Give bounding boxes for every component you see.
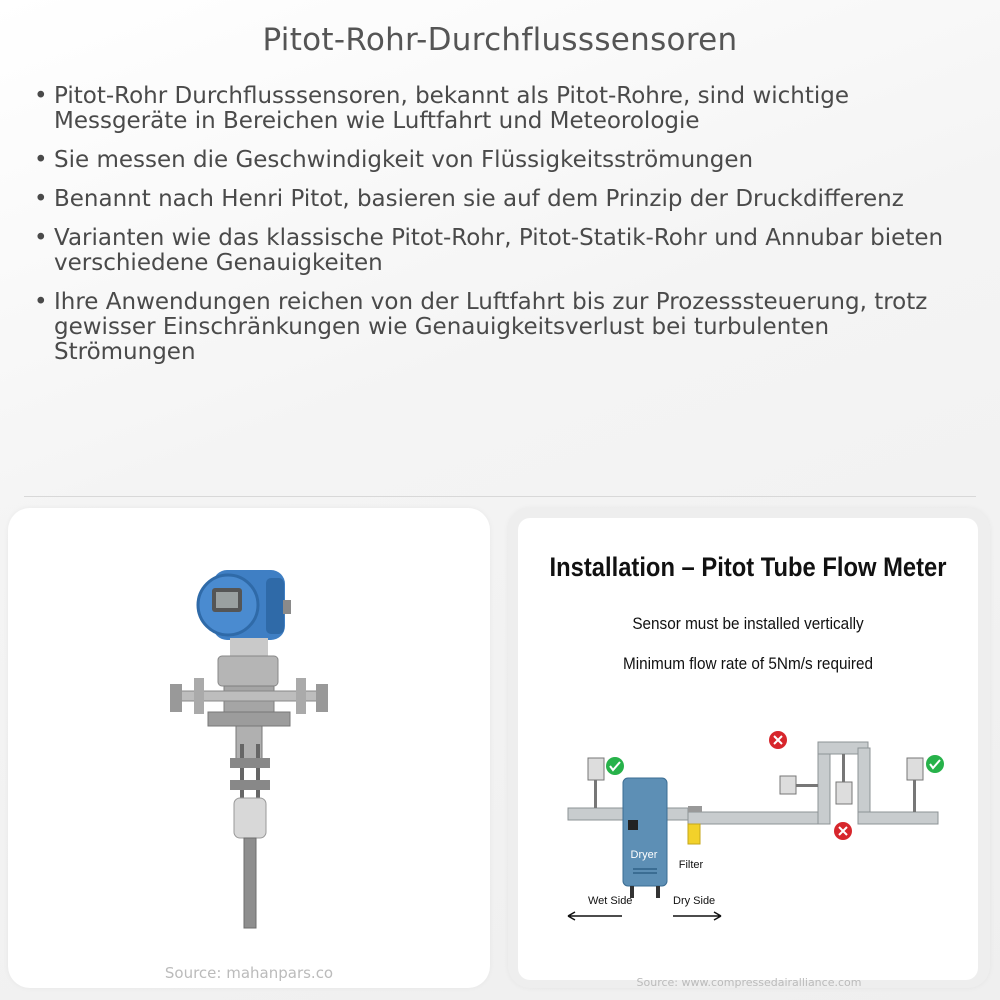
diagram-title: Installation – Pitot Tube Flow Meter — [549, 552, 947, 582]
installation-diagram-card — [508, 508, 990, 988]
bullet-item: • Benannt nach Henri Pitot, basieren sie auf dem Prinzip der Druckdifferenz — [30, 187, 975, 212]
bullet-item: • Ihre Anwendungen reichen von der Luftfahrt bis zur Prozesssteuerung, trotz gewisser Einschränkungen wie Genauigkeitsverlust bei turbulenten Strömungen — [30, 290, 975, 365]
wet-side-label: Wet Side — [588, 895, 633, 907]
filter-label: Filter — [678, 859, 704, 871]
diagram-note-vertical: Sensor must be installed vertically — [632, 614, 864, 633]
installation-schematic — [518, 708, 978, 968]
dryer-label: Dryer — [630, 849, 658, 861]
check-icon — [606, 757, 624, 775]
section-divider — [24, 496, 976, 497]
arrow-right-icon — [673, 912, 721, 920]
bullet-item: • Varianten wie das klassische Pitot-Rohr, Pitot-Statik-Rohr und Annubar bieten verschiedene Genauigkeiten — [30, 226, 975, 276]
bullet-item: • Sie messen die Geschwindigkeit von Flüssigkeitsströmungen — [30, 148, 975, 173]
diagram-panel — [518, 518, 978, 980]
image-source-caption: Source: www.compressedairalliance.com — [636, 976, 862, 989]
page-title: Pitot-Rohr-Durchflusssensoren — [262, 22, 738, 58]
bullet-list — [30, 84, 975, 379]
filter-unit — [688, 824, 700, 844]
sensor-photo-card — [8, 508, 490, 988]
pitot-sensor-image — [8, 508, 490, 948]
check-icon — [926, 755, 944, 773]
image-source-caption: Source: mahanpars.co — [164, 964, 334, 982]
arrow-left-icon — [568, 912, 622, 920]
dry-side-label: Dry Side — [673, 895, 716, 907]
bullet-item: • Pitot-Rohr Durchflusssensoren, bekannt als Pitot-Rohre, sind wichtige Messgeräte in Bereichen wie Luftfahrt und Meteorologie — [30, 84, 975, 134]
diagram-note-flow-rate: Minimum flow rate of 5Nm/s required — [622, 654, 873, 673]
